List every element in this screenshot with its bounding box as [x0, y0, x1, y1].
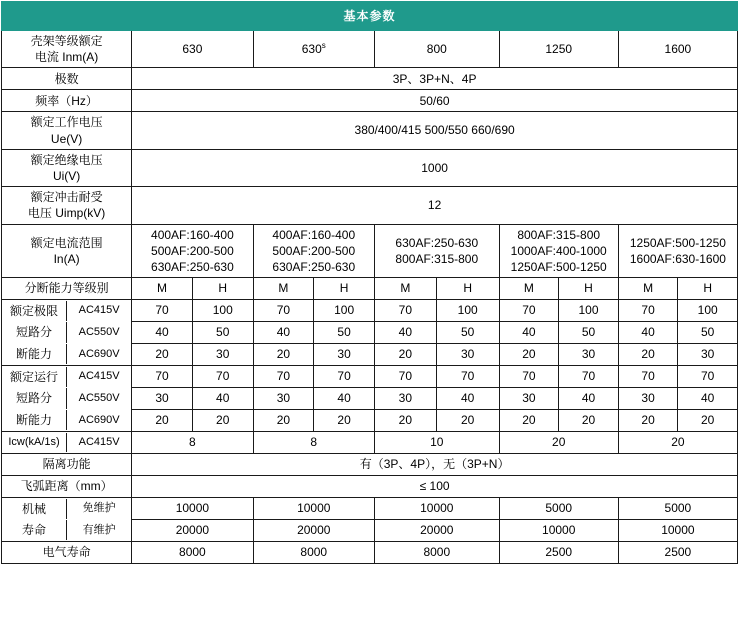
- frame-value-630: 630: [132, 31, 253, 68]
- ics-690-1600-h: 20: [678, 410, 738, 432]
- ics-550-800-m: 30: [374, 388, 436, 410]
- in-range-630s-l1: 400AF:160-400: [272, 227, 356, 242]
- icw-1600: 20: [618, 432, 737, 454]
- grade-800-h: H: [436, 278, 499, 300]
- ics-550-800-h: 40: [436, 388, 499, 410]
- ics-415-1250-m: 70: [499, 366, 559, 388]
- ics-550-1600-h: 40: [678, 388, 738, 410]
- row-frame-rated-current: [2, 31, 738, 68]
- icu-415-630s-h: 100: [314, 300, 375, 322]
- mech-free-label: 免维护: [67, 499, 132, 519]
- ics-voltage-415: AC415V: [67, 367, 132, 387]
- row-electrical-life: [2, 542, 738, 564]
- ics-415-800-h: 70: [436, 366, 499, 388]
- in-range-1250-l2: 1000AF:400-1000: [510, 243, 607, 258]
- row-label-ui: [2, 149, 132, 186]
- row-label-in-range: [2, 224, 132, 278]
- icw-630s: 8: [253, 432, 374, 454]
- ics-690-1250-m: 20: [499, 410, 559, 432]
- icu-label-cell-3: [2, 344, 132, 366]
- row-mech-life-maint: [2, 520, 738, 542]
- icu-label-cell-2: [2, 322, 132, 344]
- ics-415-1600-h: 70: [678, 366, 738, 388]
- elec-800: 8000: [374, 542, 499, 564]
- grade-630-m: M: [132, 278, 193, 300]
- table-title-row: [2, 2, 738, 31]
- icu-550-630-m: 40: [132, 322, 193, 344]
- ics-415-630s-m: 70: [253, 366, 314, 388]
- ics-690-1250-h: 20: [559, 410, 619, 432]
- grade-630s-m: M: [253, 278, 314, 300]
- mech-maint-630s: 20000: [253, 520, 374, 542]
- ui-value: 1000: [132, 149, 738, 186]
- frame-value-800: 800: [374, 31, 499, 68]
- ics-415-1600-m: 70: [618, 366, 678, 388]
- icu-550-630s-m: 40: [253, 322, 314, 344]
- row-icw: [2, 432, 738, 454]
- ics-label-line2: [2, 388, 67, 408]
- in-label-line2: In(A): [53, 251, 80, 266]
- icw-label: Icw(kA/1s): [8, 436, 60, 449]
- icu-550-1250-m: 40: [499, 322, 559, 344]
- grade-630-h: H: [192, 278, 253, 300]
- row-label-frequency: 频率（Hz）: [2, 90, 132, 112]
- icu-690-800-h: 30: [436, 344, 499, 366]
- row-label-poles: 极数: [2, 68, 132, 90]
- ui-label-line1: 额定绝缘电压: [30, 152, 103, 167]
- ics-label-line3: [2, 410, 67, 430]
- frequency-value: 50/60: [132, 90, 738, 112]
- spec-sheet: [0, 1, 739, 628]
- icu-690-800-m: 20: [374, 344, 436, 366]
- ics-label-line3a: 断能力: [15, 413, 52, 428]
- frame-value-1600: 1600: [618, 31, 737, 68]
- frame-value-630s: [253, 31, 374, 68]
- ics-label-cell-2: [2, 388, 132, 410]
- icu-550-1600-h: 50: [678, 322, 738, 344]
- grade-1600-h: H: [678, 278, 738, 300]
- isolation-value: 有（3P、4P），无（3P+N）: [132, 454, 738, 476]
- icu-415-800-m: 70: [374, 300, 436, 322]
- icu-voltage-550: AC550V: [67, 322, 132, 342]
- row-frequency: [2, 90, 738, 112]
- ics-690-630-h: 20: [192, 410, 253, 432]
- icw-voltage: AC415V: [67, 433, 132, 452]
- grade-1250-h: H: [559, 278, 619, 300]
- ics-550-1250-h: 40: [559, 388, 619, 410]
- frame-value-630s-sup: s: [321, 41, 326, 51]
- row-arc-distance: [2, 476, 738, 498]
- icu-label-line2: [2, 322, 67, 342]
- in-range-630-l3: 630AF:250-630: [151, 259, 234, 274]
- icu-550-630s-h: 50: [314, 322, 375, 344]
- arc-distance-value: ≤ 100: [132, 476, 738, 498]
- uimp-label-line2: 电压 Uimp(kV): [27, 206, 106, 221]
- row-rated-working-voltage: [2, 112, 738, 149]
- in-range-630: [132, 224, 253, 278]
- ics-415-630-h: 70: [192, 366, 253, 388]
- ics-690-630s-m: 20: [253, 410, 314, 432]
- basic-parameters-table: [1, 1, 738, 564]
- mech-label-line1: 机械: [21, 501, 46, 516]
- row-label-frame-current: [2, 31, 132, 68]
- frame-value-630s-text: 630: [301, 42, 322, 57]
- in-range-1250: [499, 224, 618, 278]
- icu-415-1250-m: 70: [499, 300, 559, 322]
- mech-maint-1250: 10000: [499, 520, 618, 542]
- row-rated-current-range: [2, 224, 738, 278]
- icu-label-cell-1: [2, 300, 132, 322]
- icu-690-1250-m: 20: [499, 344, 559, 366]
- mech-free-1600: 5000: [618, 498, 737, 520]
- icu-label-line3: [2, 344, 67, 364]
- mech-maint-label: 有维护: [67, 520, 132, 540]
- in-range-800: [374, 224, 499, 278]
- icw-630: 8: [132, 432, 253, 454]
- row-label-breaking-grade: 分断能力等级别: [2, 278, 132, 300]
- mech-maint-800: 20000: [374, 520, 499, 542]
- ics-label-cell-3: [2, 410, 132, 432]
- icu-690-630-m: 20: [132, 344, 193, 366]
- mech-free-630s: 10000: [253, 498, 374, 520]
- icw-1250: 20: [499, 432, 618, 454]
- row-label-isolation: 隔离功能: [2, 454, 132, 476]
- grade-800-m: M: [374, 278, 436, 300]
- grade-630s-h: H: [314, 278, 375, 300]
- ue-value: 380/400/415 500/550 660/690: [132, 112, 738, 149]
- row-label-ue: [2, 112, 132, 149]
- row-ics-ac415: [2, 366, 738, 388]
- icu-550-800-m: 40: [374, 322, 436, 344]
- icu-690-1600-m: 20: [618, 344, 678, 366]
- icu-550-1600-m: 40: [618, 322, 678, 344]
- in-range-1600-l2: 1600AF:630-1600: [629, 251, 726, 266]
- ics-550-630-m: 30: [132, 388, 193, 410]
- icu-label-line3a: 断能力: [15, 347, 52, 362]
- icu-550-630-h: 50: [192, 322, 253, 344]
- in-range-1600-l1: 1250AF:500-1250: [629, 235, 726, 250]
- row-label-arc-distance: 飞弧距离（mm）: [2, 476, 132, 498]
- icu-415-630-h: 100: [192, 300, 253, 322]
- elec-630: 8000: [132, 542, 253, 564]
- icu-415-630-m: 70: [132, 300, 193, 322]
- row-icu-ac550: [2, 322, 738, 344]
- ics-550-630s-h: 40: [314, 388, 375, 410]
- row-poles: [2, 68, 738, 90]
- poles-value: 3P、3P+N、4P: [132, 68, 738, 90]
- mech-maint-1600: 10000: [618, 520, 737, 542]
- uimp-value: 12: [132, 187, 738, 224]
- ics-690-630-m: 20: [132, 410, 193, 432]
- icu-690-630-h: 30: [192, 344, 253, 366]
- frame-label-line1: 壳架等级额定: [30, 34, 103, 48]
- row-ics-ac690: [2, 410, 738, 432]
- elec-1600: 2500: [618, 542, 737, 564]
- icu-415-630s-m: 70: [253, 300, 314, 322]
- ics-550-1600-m: 30: [618, 388, 678, 410]
- icw-800: 10: [374, 432, 499, 454]
- ui-label-line2: Ui(V): [52, 168, 81, 183]
- icu-415-800-h: 100: [436, 300, 499, 322]
- ics-415-630s-h: 70: [314, 366, 375, 388]
- ics-690-1600-m: 20: [618, 410, 678, 432]
- mech-label-line2: 寿命: [21, 523, 46, 538]
- in-range-800-l1: 630AF:250-630: [395, 235, 479, 250]
- in-range-630-l1: 400AF:160-400: [151, 227, 234, 242]
- ics-voltage-550: AC550V: [67, 388, 132, 408]
- mech-label-cell-2: [2, 520, 132, 542]
- icu-690-1250-h: 30: [559, 344, 619, 366]
- mech-label-cell-1: [2, 498, 132, 520]
- icu-690-1600-h: 30: [678, 344, 738, 366]
- ics-550-630s-m: 30: [253, 388, 314, 410]
- ics-415-800-m: 70: [374, 366, 436, 388]
- row-rated-insulation-voltage: [2, 149, 738, 186]
- row-icu-ac415: [2, 300, 738, 322]
- ics-415-630-m: 70: [132, 366, 193, 388]
- in-range-630s-l3: 630AF:250-630: [272, 259, 356, 274]
- icu-415-1600-m: 70: [618, 300, 678, 322]
- in-range-1250-l1: 800AF:315-800: [517, 227, 601, 242]
- icu-550-1250-h: 50: [559, 322, 619, 344]
- mech-maint-630: 20000: [132, 520, 253, 542]
- ics-label-line1: 额定运行: [9, 369, 58, 384]
- ics-550-630-h: 40: [192, 388, 253, 410]
- page-title: 基本参数: [2, 2, 738, 31]
- ics-690-800-m: 20: [374, 410, 436, 432]
- ics-415-1250-h: 70: [559, 366, 619, 388]
- elec-1250: 2500: [499, 542, 618, 564]
- in-range-800-l2: 800AF:315-800: [395, 251, 479, 266]
- ics-550-1250-m: 30: [499, 388, 559, 410]
- row-ics-ac550: [2, 388, 738, 410]
- icw-label-cell: [2, 432, 132, 454]
- icu-690-630s-m: 20: [253, 344, 314, 366]
- icu-690-630s-h: 30: [314, 344, 375, 366]
- ics-voltage-690: AC690V: [67, 410, 132, 430]
- in-range-630s: [253, 224, 374, 278]
- grade-1600-m: M: [618, 278, 678, 300]
- icu-voltage-690: AC690V: [67, 344, 132, 364]
- mech-free-800: 10000: [374, 498, 499, 520]
- icu-550-800-h: 50: [436, 322, 499, 344]
- row-rated-impulse-voltage: [2, 187, 738, 224]
- icu-415-1600-h: 100: [678, 300, 738, 322]
- icu-415-1250-h: 100: [559, 300, 619, 322]
- icu-label-line2a: 短路分: [15, 325, 52, 340]
- row-breaking-grade: [2, 278, 738, 300]
- ue-label-line2: Ue(V): [50, 131, 83, 146]
- in-range-630-l2: 500AF:200-500: [151, 243, 234, 258]
- row-icu-ac690: [2, 344, 738, 366]
- row-mech-life-free: [2, 498, 738, 520]
- ics-690-800-h: 20: [436, 410, 499, 432]
- icu-label-line1: 额定极限: [9, 303, 58, 318]
- mech-free-630: 10000: [132, 498, 253, 520]
- row-label-electrical-life: 电气寿命: [2, 542, 132, 564]
- ics-label-line2a: 短路分: [15, 391, 52, 406]
- in-label-line1: 额定电流范围: [30, 235, 103, 250]
- ics-label-cell-1: [2, 366, 132, 388]
- in-range-1600: [618, 224, 737, 278]
- mech-free-1250: 5000: [499, 498, 618, 520]
- row-isolation: [2, 454, 738, 476]
- uimp-label-line1: 额定冲击耐受: [30, 190, 103, 205]
- row-label-uimp: [2, 187, 132, 224]
- grade-1250-m: M: [499, 278, 559, 300]
- ics-690-630s-h: 20: [314, 410, 375, 432]
- frame-label-line2: 电流 Inm(A): [34, 50, 99, 65]
- elec-630s: 8000: [253, 542, 374, 564]
- icu-voltage-415: AC415V: [67, 301, 132, 321]
- in-range-630s-l2: 500AF:200-500: [272, 243, 356, 258]
- in-range-1250-l3: 1250AF:500-1250: [510, 259, 607, 274]
- frame-value-1250: 1250: [499, 31, 618, 68]
- ue-label-line1: 额定工作电压: [30, 115, 103, 130]
